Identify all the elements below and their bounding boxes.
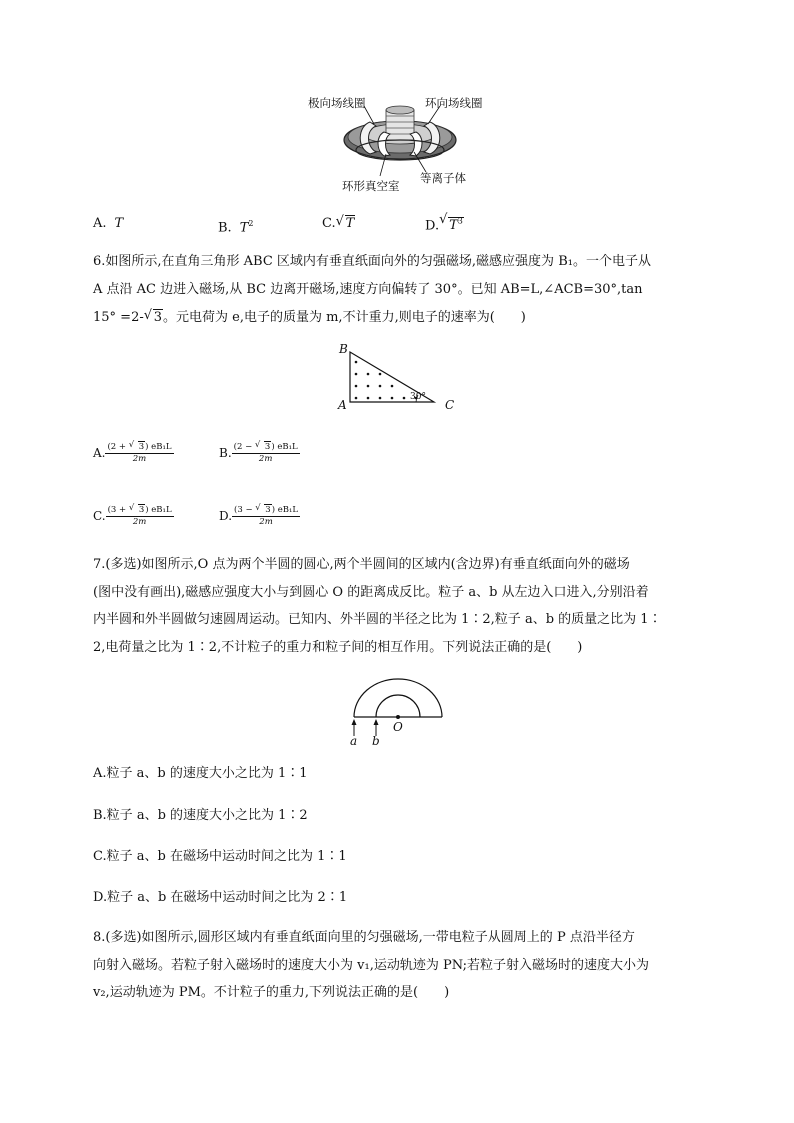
q8-line-3: v₂,运动轨迹为 PM。不计粒子的重力,下列说法正确的是( )	[93, 985, 450, 1000]
sqrt-symbol: √ $T^3$	[439, 214, 464, 234]
field-dot	[391, 397, 394, 400]
q6-triangle-figure	[334, 342, 464, 418]
q6-option-c[interactable]: C. $\frac{\text{(3 + √ 3) eB₁L}}{2m}$	[93, 505, 174, 528]
q6-line-1: 6.如图所示,在直角三角形 ABC 区域内有垂直纸面向外的匀强磁场,磁感应强度为 B₁。一个电子从	[93, 254, 651, 269]
q5-option-b[interactable]	[218, 216, 253, 236]
q5-option-d[interactable]	[425, 214, 464, 234]
q7-option-c[interactable]: C.粒子 a、b 在磁场中运动时间之比为 1∶1	[93, 849, 347, 864]
label-vacuum-chamber: 环形真空室	[342, 179, 400, 193]
field-dot	[367, 373, 370, 376]
q7-line-4: 2,电荷量之比为 1∶2,不计粒子的重力和粒子间的相互作用。下列说法正确的是( )	[93, 640, 583, 655]
option-letter: A.	[93, 216, 107, 231]
q7-semicircle-figure	[344, 670, 454, 750]
q6-line-2: A 点沿 AC 边进入磁场,从 BC 边离开磁场,速度方向偏转了 30°。已知 AB=L,∠ACB=30°,tan	[93, 282, 643, 297]
q7-line-1: 7.(多选)如图所示,O 点为两个半圆的圆心,两个半圆间的区域内(含边界)有垂直纸面向外的磁场	[93, 557, 630, 572]
q6-option-a[interactable]: A. $\frac{\text{(2 + √ 3) eB₁L}}{2m}$	[93, 442, 174, 465]
sqrt-symbol: √ 3	[144, 310, 163, 326]
q6-option-d[interactable]: D. $\frac{\text{(3 − √ 3) eB₁L}}{2m}$	[219, 505, 300, 528]
label-plasma: 等离子体	[420, 171, 466, 185]
label-pole-coil: 极向场线圈	[308, 96, 366, 110]
exponent: 2	[248, 219, 254, 228]
field-dot	[355, 361, 358, 364]
vertex-B: B	[339, 342, 348, 356]
option-value: T	[114, 216, 124, 231]
tokamak-figure	[300, 92, 500, 192]
vertex-A: A	[338, 398, 347, 412]
field-dot	[355, 385, 358, 388]
field-dot	[403, 397, 406, 400]
q5-option-c[interactable]	[322, 216, 355, 232]
option-letter: D.	[425, 218, 440, 234]
field-dot	[355, 397, 358, 400]
q8-line-2: 向射入磁场。若粒子射入磁场时的速度大小为 v₁,运动轨迹为 PN;若粒子射入磁场时的速度大小为	[93, 958, 649, 973]
sqrt-symbol: √ T	[336, 216, 356, 232]
field-dot	[379, 385, 382, 388]
q7-line-3: 内半圆和外半圆做匀速圆周运动。已知内、外半圆的半径之比为 1∶2,粒子 a、b 的质量之比为 1∶	[93, 612, 662, 627]
q7-option-a[interactable]: A.粒子 a、b 的速度大小之比为 1∶1	[93, 766, 308, 781]
field-dot	[355, 373, 358, 376]
q7-line-2: (图中没有画出),磁感应强度大小与到圆心 O 的距离成反比。粒子 a、b 从左边入口进入,分别沿着	[93, 585, 649, 600]
q5-option-a[interactable]	[93, 216, 123, 232]
label-b: b	[372, 734, 380, 748]
field-dot	[379, 373, 382, 376]
field-dot	[367, 397, 370, 400]
vertex-C: C	[445, 398, 455, 412]
label-O: O	[393, 720, 403, 734]
field-dot	[367, 385, 370, 388]
label-toroidal-coil: 环向场线圈	[425, 96, 483, 110]
option-letter: B.	[218, 220, 232, 236]
option-letter: C.	[322, 216, 336, 231]
semicircle-diagram	[344, 670, 454, 750]
q6-option-b[interactable]: B. $\frac{\text{(2 − √ 3) eB₁L}}{2m}$	[219, 442, 300, 465]
q6-line-3: 15° =2-√ 3。元电荷为 e,电子的质量为 m,不计重力,则电子的速率为( )	[93, 310, 526, 326]
label-a: a	[350, 734, 358, 748]
option-value: T	[239, 220, 249, 236]
q7-option-d[interactable]: D.粒子 a、b 在磁场中运动时间之比为 2∶1	[93, 890, 348, 905]
angle-label: 30°	[410, 392, 426, 402]
q7-option-b[interactable]: B.粒子 a、b 的速度大小之比为 1∶2	[93, 808, 308, 823]
q8-line-1: 8.(多选)如图所示,圆形区域内有垂直纸面向里的匀强磁场,一带电粒子从圆周上的 P 点沿半径方	[93, 930, 635, 945]
field-dot	[379, 397, 382, 400]
field-dot	[391, 385, 394, 388]
